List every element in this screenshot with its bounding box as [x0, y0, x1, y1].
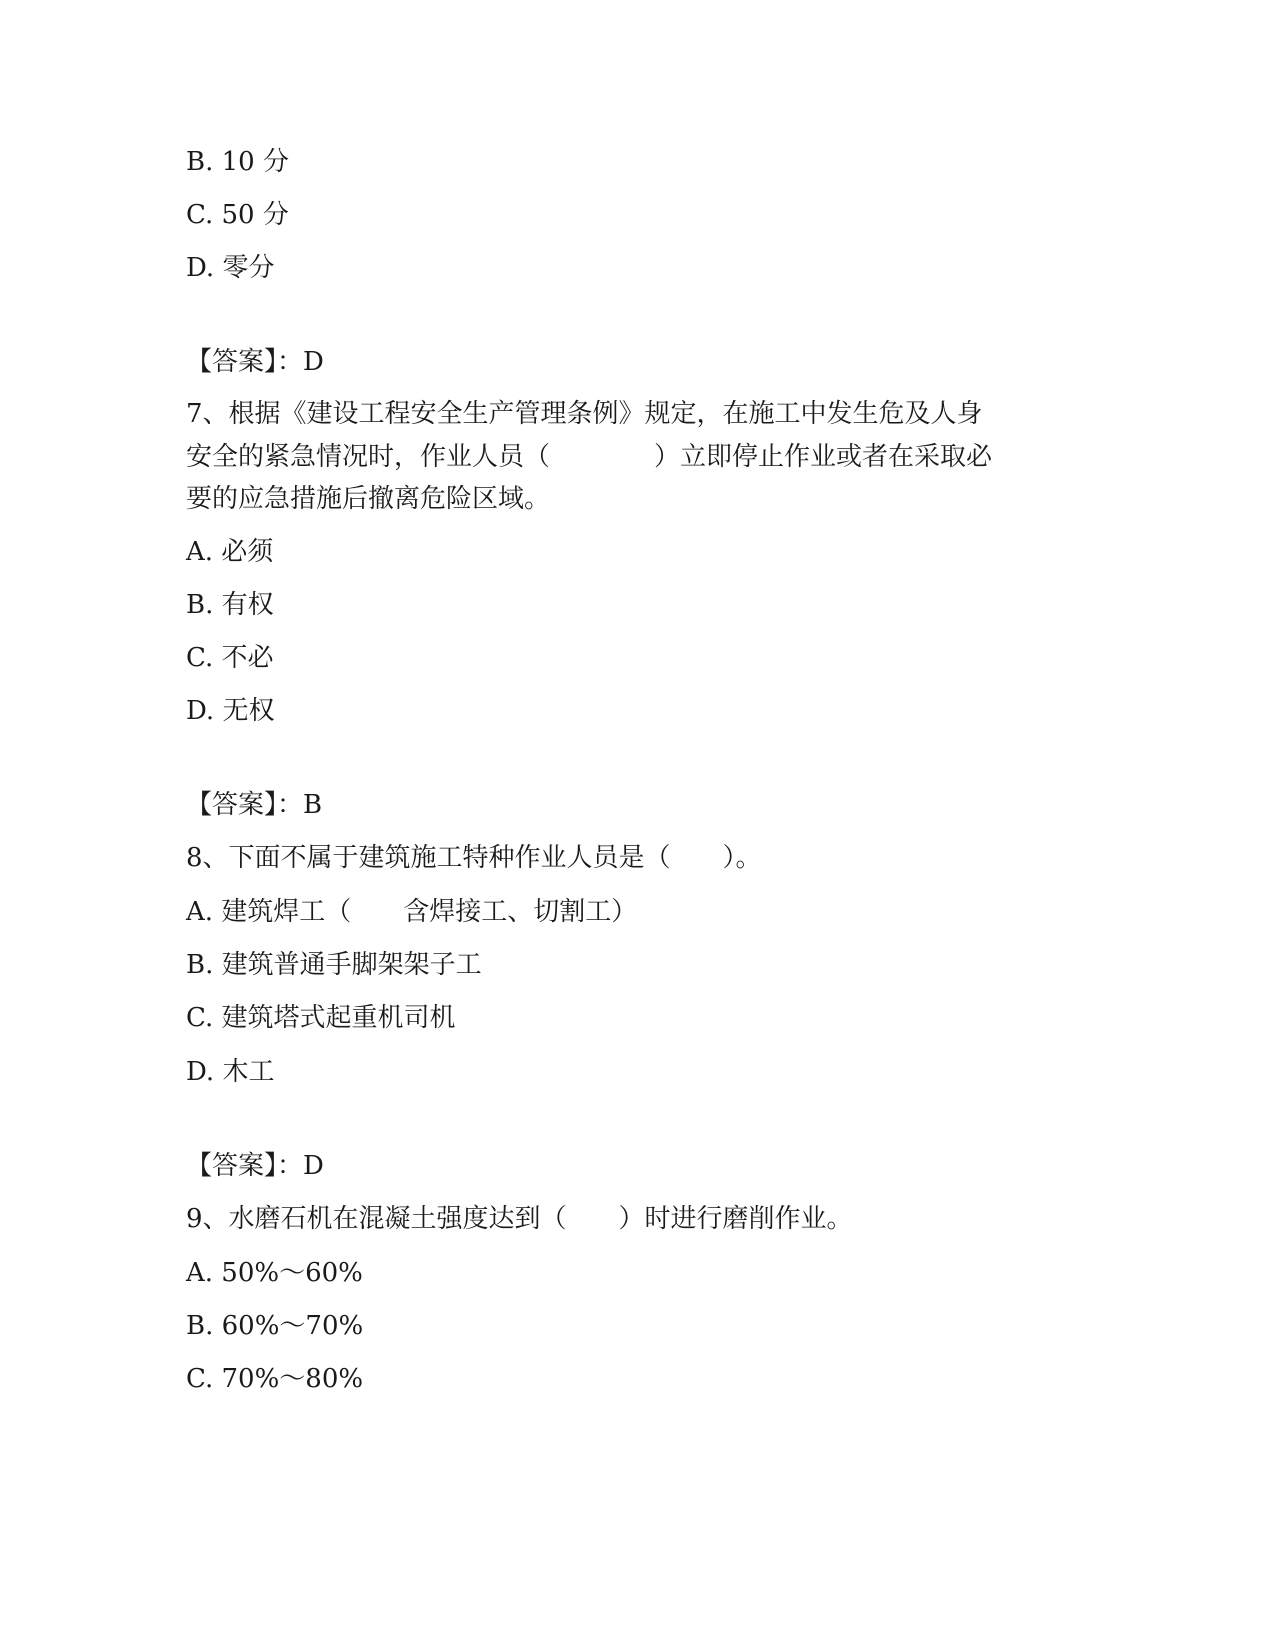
q9-stem: 9、水磨石机在混凝土强度达到（ ）时进行磨削作业。 [186, 1204, 853, 1234]
q7-option-b: B. 有权 [186, 590, 274, 620]
q6-option-d: D. 零分 [186, 253, 275, 283]
q9-option-c: C. 70%～80% [186, 1364, 364, 1394]
q8-option-b: B. 建筑普通手脚架架子工 [186, 950, 482, 980]
q9-option-a: A. 50%～60% [186, 1258, 363, 1288]
q9-option-b: B. 60%～70% [186, 1311, 364, 1341]
q7-stem-line-1: 7、根据《建设工程安全生产管理条例》规定，在施工中发生危及人身 [186, 399, 983, 429]
q8-option-d: D. 木工 [186, 1057, 275, 1087]
q7-option-d: D. 无权 [186, 696, 275, 726]
q8-option-c: C. 建筑塔式起重机司机 [186, 1003, 456, 1033]
q8-stem: 8、下面不属于建筑施工特种作业人员是（ ）。 [186, 843, 762, 873]
q7-option-a: A. 必须 [186, 537, 274, 567]
q6-answer: 【答案】：D [186, 347, 324, 377]
q6-option-c: C. 50 分 [186, 200, 289, 230]
q7-answer: 【答案】：B [186, 790, 323, 820]
q7-option-c: C. 不必 [186, 643, 274, 673]
q8-answer: 【答案】：D [186, 1151, 324, 1181]
q6-option-b: B. 10 分 [186, 147, 289, 177]
q8-option-a: A. 建筑焊工（ 含焊接工、切割工） [186, 897, 638, 927]
q7-stem-line-3: 要的应急措施后撤离危险区域。 [186, 484, 551, 514]
q7-stem-line-2: 安全的紧急情况时，作业人员（ ）立即停止作业或者在采取必 [186, 442, 993, 472]
